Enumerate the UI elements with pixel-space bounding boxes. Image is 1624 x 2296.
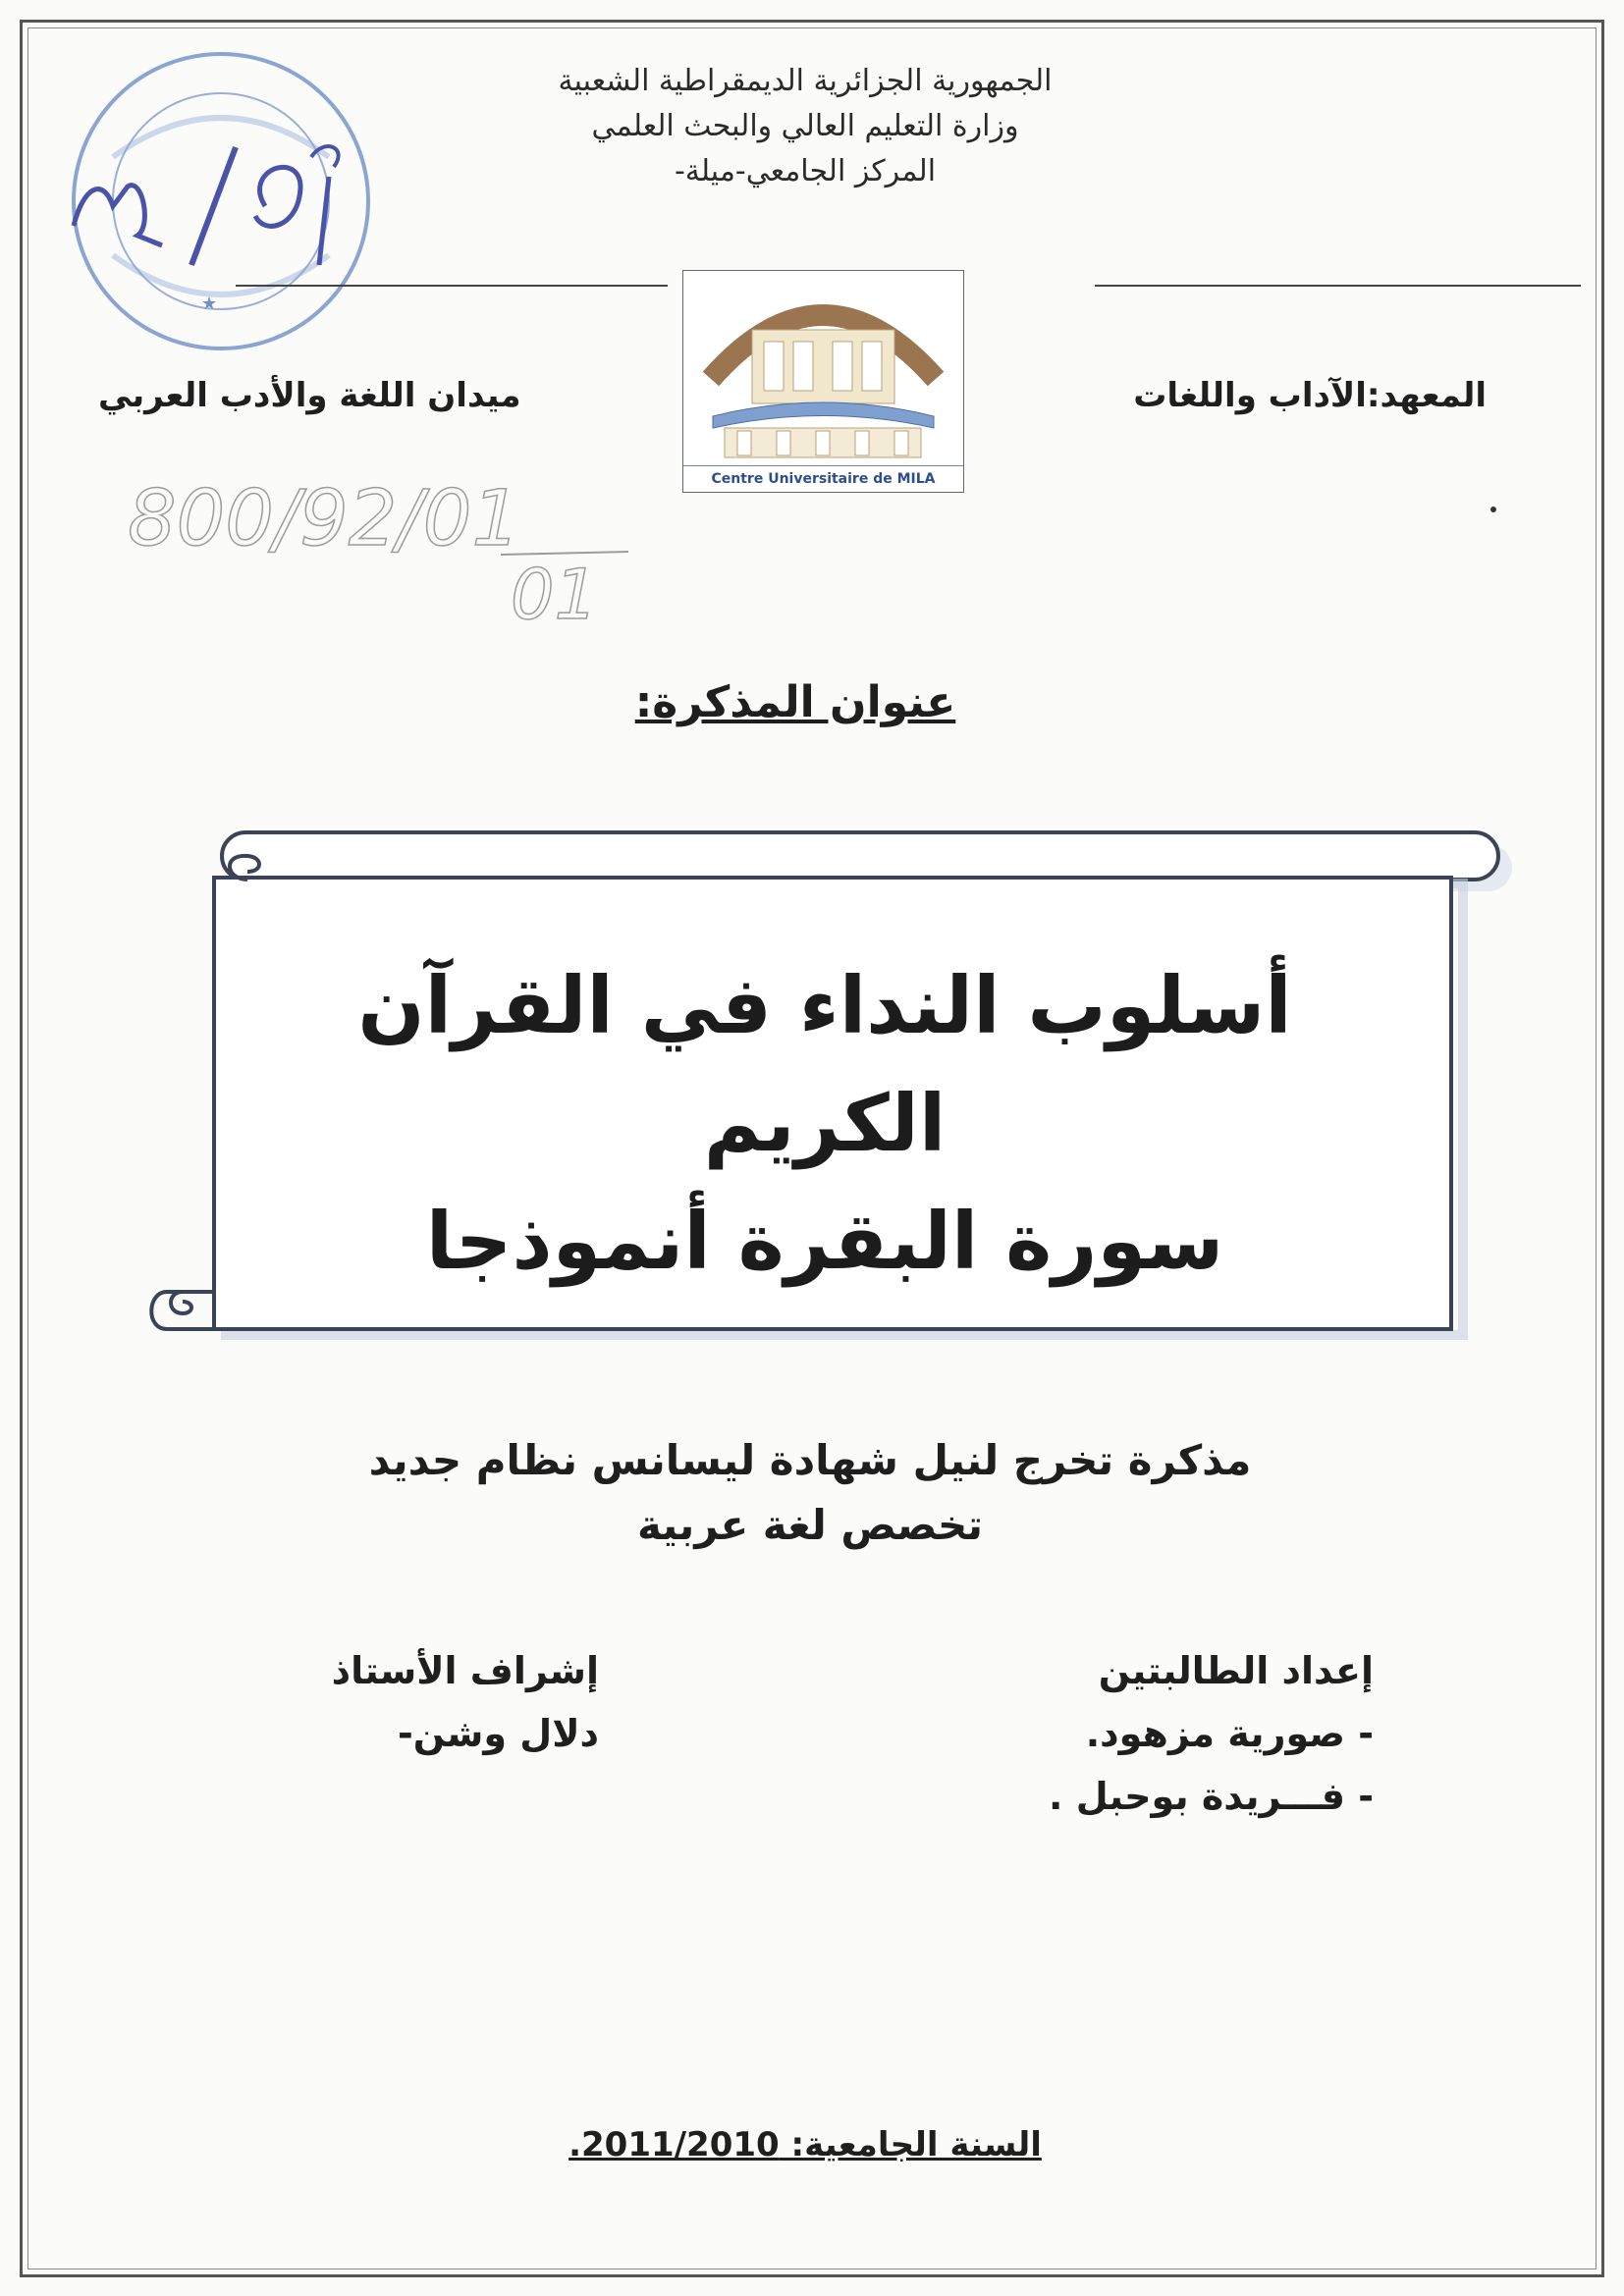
academic-year: السنة الجامعية: 2011/2010. <box>568 2125 1042 2164</box>
degree-info <box>245 1428 1375 1558</box>
handwritten-code-value <box>128 628 135 629</box>
thesis-title <box>255 947 1394 1301</box>
svg-text:★: ★ <box>201 294 218 314</box>
university-logo <box>682 270 964 493</box>
degree-line: مذكرة تخرج لنيل شهادة ليسانس نظام جديد <box>368 1436 1252 1484</box>
handwritten-code <box>118 461 648 638</box>
university-center-name: المركز الجامعي-ميلة- <box>674 154 937 188</box>
specialty-line: تخصص لغة عربية <box>636 1501 984 1549</box>
students-block <box>883 1639 1374 1828</box>
republic-name: الجمهورية الجزائرية الديمقراطية الشعبية <box>558 64 1053 98</box>
students-heading: إعداد الطالبتين <box>1098 1649 1374 1692</box>
institute-label: المعهد:الآداب واللغات <box>1133 376 1487 415</box>
supervisor-name: دلال وشن- <box>398 1712 599 1755</box>
student-name: - صورية مزهود. <box>1085 1712 1374 1755</box>
supervisor-heading: إشراف الأستاذ <box>331 1649 599 1692</box>
building-icon <box>683 271 963 466</box>
institution-header <box>491 59 1119 194</box>
memo-title-heading: عنوان المذكرة: <box>634 677 956 727</box>
svg-text:01: 01 <box>511 555 599 635</box>
ministry-name: وزارة التعليم العالي والبحث العلمي <box>591 109 1019 143</box>
logo-caption: Centre Universitaire de MILA <box>683 465 963 492</box>
student-name: - فـــريدة بوحبل . <box>1049 1775 1374 1818</box>
handwritten-code-text: 800/92/01 <box>128 475 520 563</box>
header-rule-right <box>1095 285 1581 287</box>
thesis-title-line2: سورة البقرة أنموذجا <box>425 1196 1224 1287</box>
supervisor-block <box>157 1639 599 1765</box>
thesis-title-line1: أسلوب النداء في القرآن الكريم <box>357 960 1292 1169</box>
official-stamp <box>54 39 388 363</box>
stray-dot <box>1490 507 1496 512</box>
header-rule-left <box>236 285 668 287</box>
field-label: ميدان اللغة والأدب العربي <box>98 376 521 415</box>
